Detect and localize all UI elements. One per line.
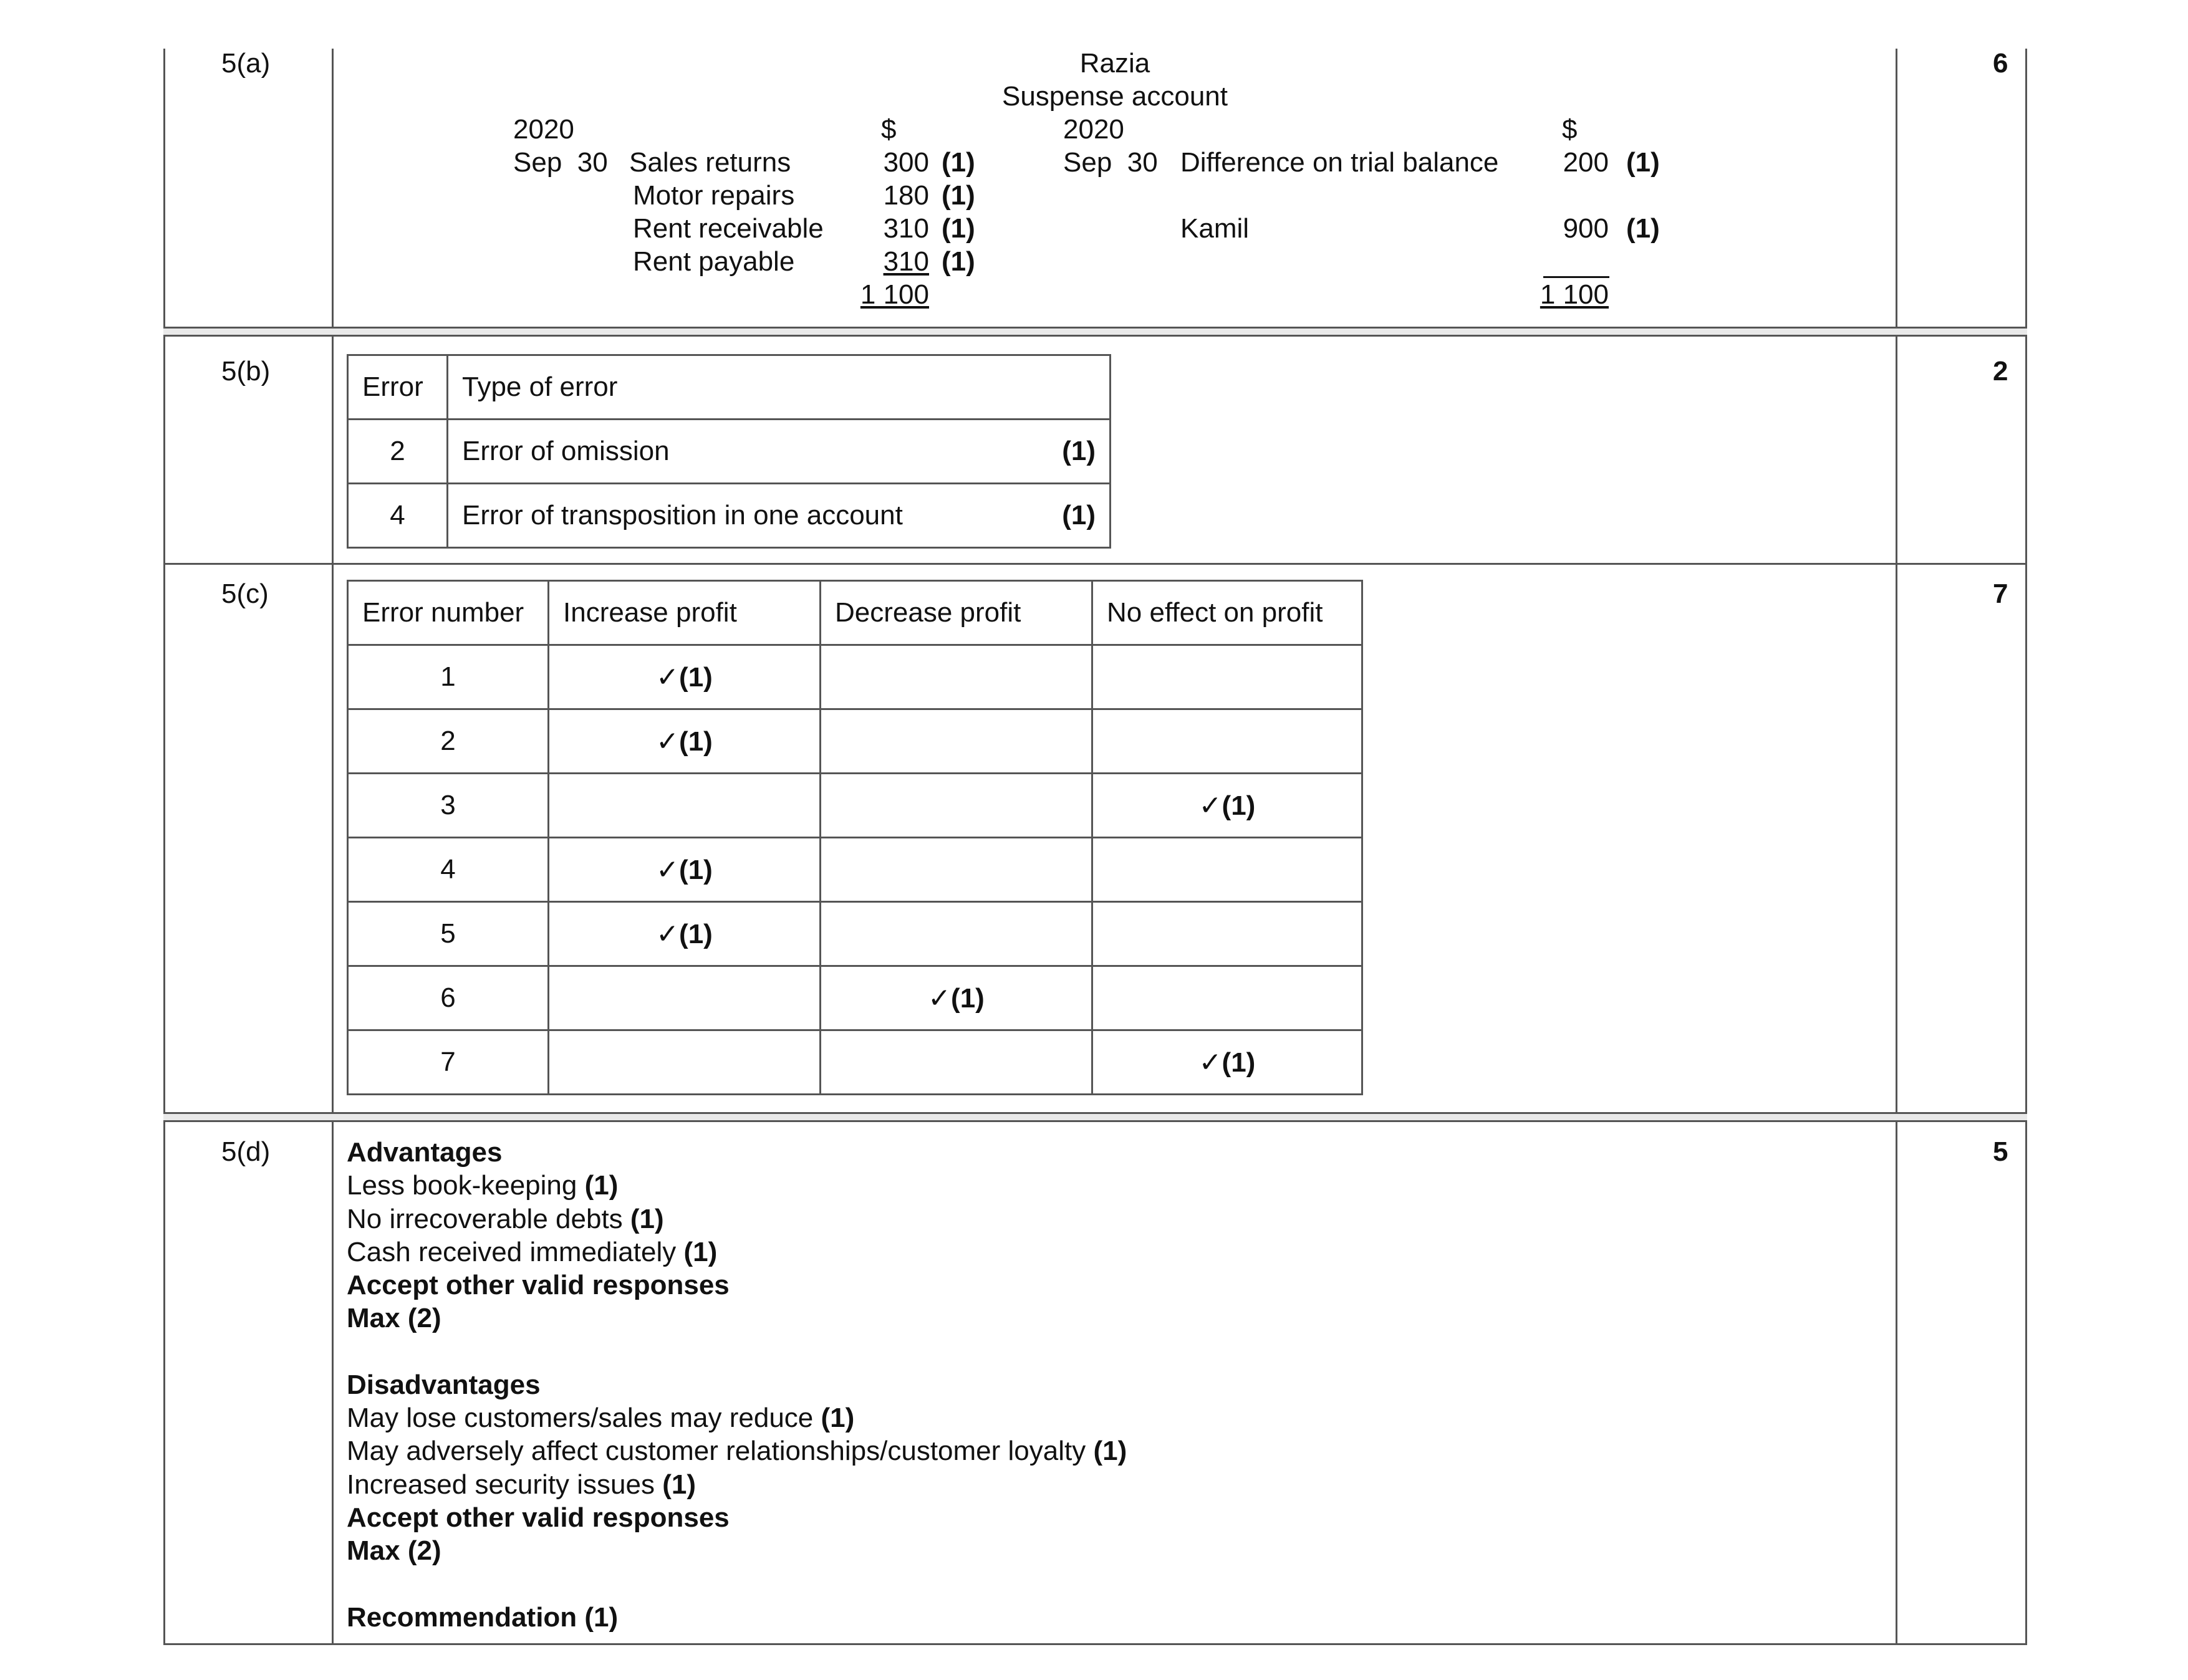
tick-mark: (1) bbox=[951, 982, 985, 1014]
debit-entry-mark: (1) bbox=[942, 213, 975, 244]
debit-entry-mark: (1) bbox=[942, 147, 975, 178]
max-note: Max (2) bbox=[347, 1303, 441, 1334]
header-error: Error bbox=[348, 355, 448, 420]
section-divider-c-d bbox=[163, 1112, 2027, 1122]
header-increase-profit: Increase profit bbox=[549, 581, 821, 645]
answer-5d bbox=[347, 1136, 1127, 1634]
header-decrease-profit: Decrease profit bbox=[821, 581, 1092, 645]
check-icon: ✓ bbox=[656, 918, 680, 949]
error-number: 1 bbox=[348, 645, 549, 709]
debit-date: Sep 30 bbox=[513, 147, 608, 178]
effect-cell bbox=[549, 966, 821, 1030]
list-item: Less book-keeping (1) bbox=[347, 1170, 619, 1201]
debit-entry-amount: 180 bbox=[883, 180, 929, 211]
credit-entry-mark: (1) bbox=[1626, 147, 1660, 178]
effect-cell bbox=[549, 902, 821, 966]
error-type bbox=[448, 484, 1111, 548]
debit-entry-amount: 300 bbox=[883, 147, 929, 178]
error-number: 2 bbox=[348, 420, 448, 484]
question-label-5c: 5(c) bbox=[221, 578, 269, 609]
check-icon: ✓ bbox=[656, 661, 680, 693]
list-item: Cash received immediately (1) bbox=[347, 1236, 718, 1267]
debit-year: 2020 bbox=[513, 114, 574, 145]
max-note: Max (2) bbox=[347, 1535, 441, 1567]
advantages-heading: Advantages bbox=[347, 1137, 503, 1168]
debit-entry-mark: (1) bbox=[942, 246, 975, 277]
profit-effect-table bbox=[347, 580, 1363, 1095]
error-number: 3 bbox=[348, 774, 549, 838]
question-label-5d: 5(d) bbox=[221, 1136, 271, 1167]
effect-cell bbox=[549, 1030, 821, 1095]
debit-entry-amount: 310 bbox=[883, 213, 929, 244]
table-header-row bbox=[348, 355, 1111, 420]
error-number: 5 bbox=[348, 902, 549, 966]
effect-cell bbox=[1092, 709, 1362, 774]
outer-right-border bbox=[2025, 49, 2027, 1644]
credit-total: 1 100 bbox=[1540, 279, 1609, 310]
effect-cell bbox=[549, 774, 821, 838]
error-type bbox=[448, 420, 1111, 484]
credit-total-rule bbox=[1543, 276, 1609, 278]
debit-entry-name: Rent receivable bbox=[633, 213, 824, 244]
list-item: Increased security issues (1) bbox=[347, 1469, 696, 1500]
table-row bbox=[348, 420, 1111, 484]
error-type-text: Error of omission bbox=[462, 436, 670, 466]
check-icon: ✓ bbox=[656, 726, 680, 757]
question-label-5a: 5(a) bbox=[221, 48, 271, 79]
credit-entry-mark: (1) bbox=[1626, 213, 1660, 244]
list-item: No irrecoverable debts (1) bbox=[347, 1203, 664, 1234]
table-row bbox=[348, 709, 1362, 774]
tick-mark: (1) bbox=[1222, 1047, 1256, 1078]
debit-entry-amount: 310 bbox=[883, 246, 929, 277]
error-number: 6 bbox=[348, 966, 549, 1030]
check-icon: ✓ bbox=[928, 982, 952, 1014]
debit-total: 1 100 bbox=[860, 279, 929, 310]
error-number: 4 bbox=[348, 484, 448, 548]
bottom-border bbox=[163, 1643, 2027, 1645]
error-number: 4 bbox=[348, 838, 549, 902]
table-row bbox=[348, 1030, 1362, 1095]
credit-year: 2020 bbox=[1063, 114, 1124, 145]
section-divider-a-b bbox=[163, 327, 2027, 337]
credit-currency: $ bbox=[1562, 114, 1578, 145]
marks-5d: 5 bbox=[1993, 1136, 2008, 1167]
tick-mark: (1) bbox=[1222, 790, 1256, 821]
table-row bbox=[348, 484, 1111, 548]
credit-entry-name: Difference on trial balance bbox=[1180, 147, 1499, 178]
effect-cell bbox=[1092, 902, 1362, 966]
debit-entry-mark: (1) bbox=[942, 180, 975, 211]
check-icon: ✓ bbox=[1198, 790, 1222, 821]
tick-mark: (1) bbox=[679, 726, 713, 757]
header-type-of-error: Type of error bbox=[448, 355, 1111, 420]
error-number: 7 bbox=[348, 1030, 549, 1095]
table-row bbox=[348, 774, 1362, 838]
error-type-text: Error of transposition in one account bbox=[462, 500, 903, 530]
tick-mark: (1) bbox=[679, 661, 713, 693]
effect-cell bbox=[1092, 1030, 1362, 1095]
effect-cell bbox=[821, 1030, 1092, 1095]
credit-date: Sep 30 bbox=[1063, 147, 1158, 178]
error-type-mark: (1) bbox=[1062, 436, 1096, 466]
tick-mark: (1) bbox=[679, 918, 713, 949]
label-column-divider bbox=[332, 49, 334, 1644]
effect-cell bbox=[821, 709, 1092, 774]
list-item: May lose customers/sales may reduce (1) bbox=[347, 1403, 855, 1434]
recommendation: Recommendation (1) bbox=[347, 1601, 619, 1633]
effect-cell bbox=[1092, 838, 1362, 902]
effect-cell bbox=[821, 645, 1092, 709]
effect-cell bbox=[821, 966, 1092, 1030]
effect-cell bbox=[1092, 645, 1362, 709]
check-icon: ✓ bbox=[656, 854, 680, 885]
effect-cell bbox=[549, 709, 821, 774]
effect-cell bbox=[549, 838, 821, 902]
disadvantages-heading: Disadvantages bbox=[347, 1369, 541, 1400]
effect-cell bbox=[1092, 774, 1362, 838]
credit-entry-amount: 200 bbox=[1563, 147, 1609, 178]
effect-cell bbox=[821, 838, 1092, 902]
effect-cell bbox=[1092, 966, 1362, 1030]
header-no-effect: No effect on profit bbox=[1092, 581, 1362, 645]
effect-cell bbox=[821, 774, 1092, 838]
error-type-mark: (1) bbox=[1062, 500, 1096, 530]
table-row bbox=[348, 645, 1362, 709]
list-item: May adversely affect customer relationships/customer loyalty (1) bbox=[347, 1436, 1127, 1467]
debit-entry-name: Sales returns bbox=[629, 147, 791, 178]
credit-entry-amount: 900 bbox=[1563, 213, 1609, 244]
accept-note: Accept other valid responses bbox=[347, 1502, 730, 1533]
account-title: Suspense account bbox=[1001, 81, 1228, 112]
table-row bbox=[348, 838, 1362, 902]
check-icon: ✓ bbox=[1198, 1047, 1222, 1078]
accept-note: Accept other valid responses bbox=[347, 1270, 730, 1301]
marks-5b: 2 bbox=[1993, 356, 2008, 386]
outer-left-border bbox=[163, 49, 165, 1644]
marks-5c: 7 bbox=[1993, 578, 2008, 609]
account-owner: Razia bbox=[1079, 48, 1150, 79]
debit-currency: $ bbox=[881, 114, 897, 145]
credit-entry-name: Kamil bbox=[1180, 213, 1250, 244]
marks-5a: 6 bbox=[1993, 48, 2008, 79]
table-header-row bbox=[348, 581, 1362, 645]
debit-entry-name: Rent payable bbox=[633, 246, 795, 277]
effect-cell bbox=[549, 645, 821, 709]
marks-column-divider bbox=[1896, 49, 1897, 1644]
question-label-5b: 5(b) bbox=[221, 356, 271, 386]
error-type-table bbox=[347, 354, 1111, 549]
table-row bbox=[348, 902, 1362, 966]
section-divider-b-c bbox=[163, 563, 2027, 565]
tick-mark: (1) bbox=[679, 854, 713, 885]
table-row bbox=[348, 966, 1362, 1030]
debit-entry-name: Motor repairs bbox=[633, 180, 795, 211]
effect-cell bbox=[821, 902, 1092, 966]
error-number: 2 bbox=[348, 709, 549, 774]
header-error-number: Error number bbox=[348, 581, 549, 645]
